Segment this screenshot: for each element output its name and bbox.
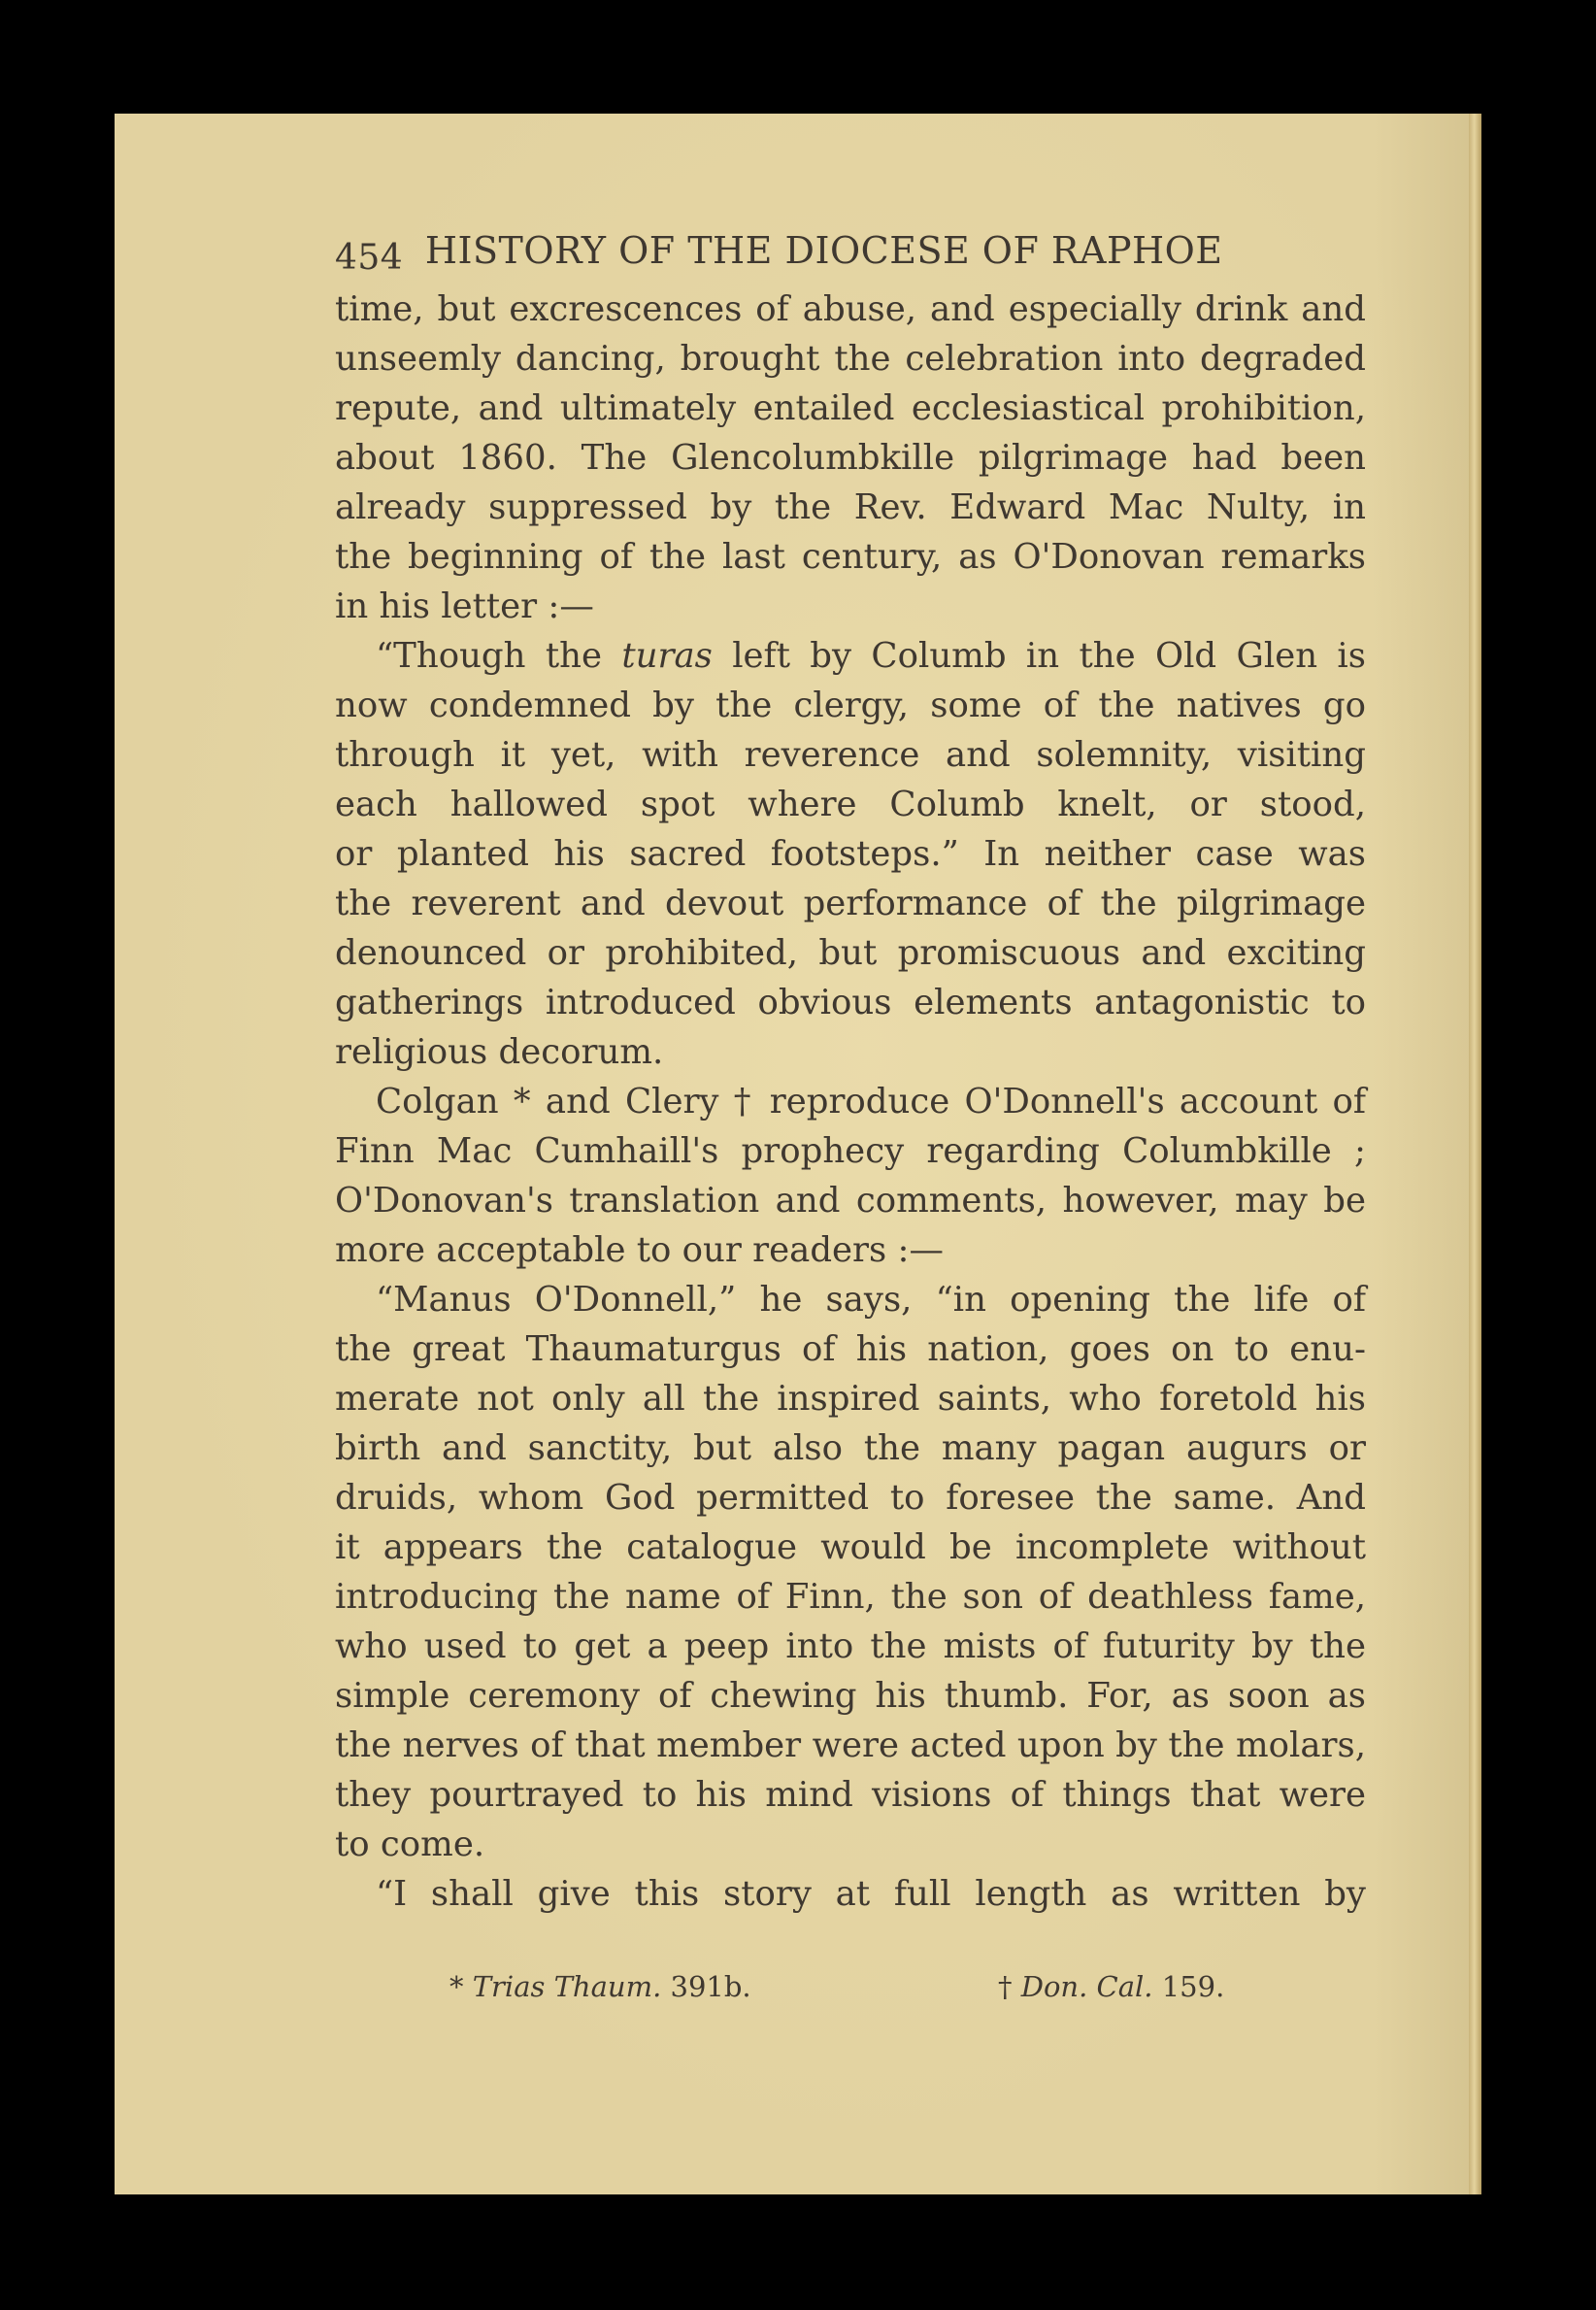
text-line: Colgan * and Clery † reproduce O'Donnell's account of [376,1082,1366,1122]
text-line: unseemly dancing, brought the celebration into degraded [335,339,1366,379]
text-line: to come. [335,1825,485,1864]
text-line: introducing the name of Finn, the son of deathless fame, [335,1577,1366,1617]
text-line: denounced or prohibited, but promiscuous and exciting [335,933,1366,973]
page-text [335,226,1366,1919]
text-line: in his letter :— [335,586,594,626]
footnote-ref: 391b. [670,1970,751,2003]
text-line: “Manus O'Donnell,” he says, “in opening the life of [376,1280,1366,1320]
text-line: merate not only all the inspired saints, who foretold his [335,1379,1366,1419]
text-line: Finn Mac Cumhaill's prophecy regarding Columbkille ; [335,1131,1366,1171]
text-line: the nerves of that member were acted upon by the molars, [335,1725,1366,1765]
text-line: through it yet, with reverence and solemnity, visiting [335,735,1366,775]
running-head [335,226,1366,285]
footnote-mark: * [449,1970,464,2003]
text-line: they pourtrayed to his mind visions of things that were [335,1775,1366,1815]
text-line: O'Donovan's translation and comments, however, may be [335,1181,1366,1221]
footnote-title: Don. Cal. [1020,1970,1153,2003]
footnote [449,1963,751,2010]
text-line: each hallowed spot where Columb knelt, or stood, [335,785,1366,824]
line-segment: left by Columb in the Old Glen is [712,636,1366,676]
text-line: time, but excrescences of abuse, and especially drink and [335,289,1366,329]
text-line: now condemned by the clergy, some of the natives go [335,686,1366,725]
text-line: religious decorum. [335,1032,664,1072]
footnotes [335,1963,1366,2012]
text-line: or planted his sacred footsteps.” In neither case was [335,834,1366,874]
footnote-mark: † [998,1970,1013,2003]
text-line: the reverent and devout performance of the pilgrimage [335,884,1366,923]
page-edge [1469,114,1481,2194]
text-line: about 1860. The Glencolumbkille pilgrimage had been [335,438,1366,478]
running-title: HISTORY OF THE DIOCESE OF RAPHOE [424,229,1223,272]
text-line [335,631,1366,681]
text-line: simple ceremony of chewing his thumb. For, as soon as [335,1676,1366,1716]
text-line: already suppressed by the Rev. Edward Mac Nulty, in [335,487,1366,527]
text-line: gatherings introduced obvious elements antagonistic to [335,983,1366,1022]
text-line: “I shall give this story at full length as written by [376,1874,1366,1914]
footnote-ref: 159. [1161,1970,1225,2003]
italic-word: turas [621,636,713,676]
text-line: repute, and ultimately entailed ecclesiastical prohibition, [335,388,1366,428]
text-line: druids, whom God permitted to foresee the same. And [335,1478,1366,1518]
text-line: the great Thaumaturgus of his nation, goes on to enu- [335,1329,1366,1369]
footnote-title: Trias Thaum. [472,1970,662,2003]
body-text [335,285,1366,1919]
text-line: who used to get a peep into the mists of futurity by the [335,1626,1366,1666]
text-line: the beginning of the last century, as O'Donovan remarks [335,537,1366,577]
footnote [998,1963,1224,2010]
text-line: more acceptable to our readers :— [335,1230,944,1270]
text-line: birth and sanctity, but also the many pagan augurs or [335,1428,1366,1468]
page-number: 454 [335,238,404,278]
text-line: it appears the catalogue would be incomplete without [335,1527,1366,1567]
line-segment: “Though the [376,636,622,676]
